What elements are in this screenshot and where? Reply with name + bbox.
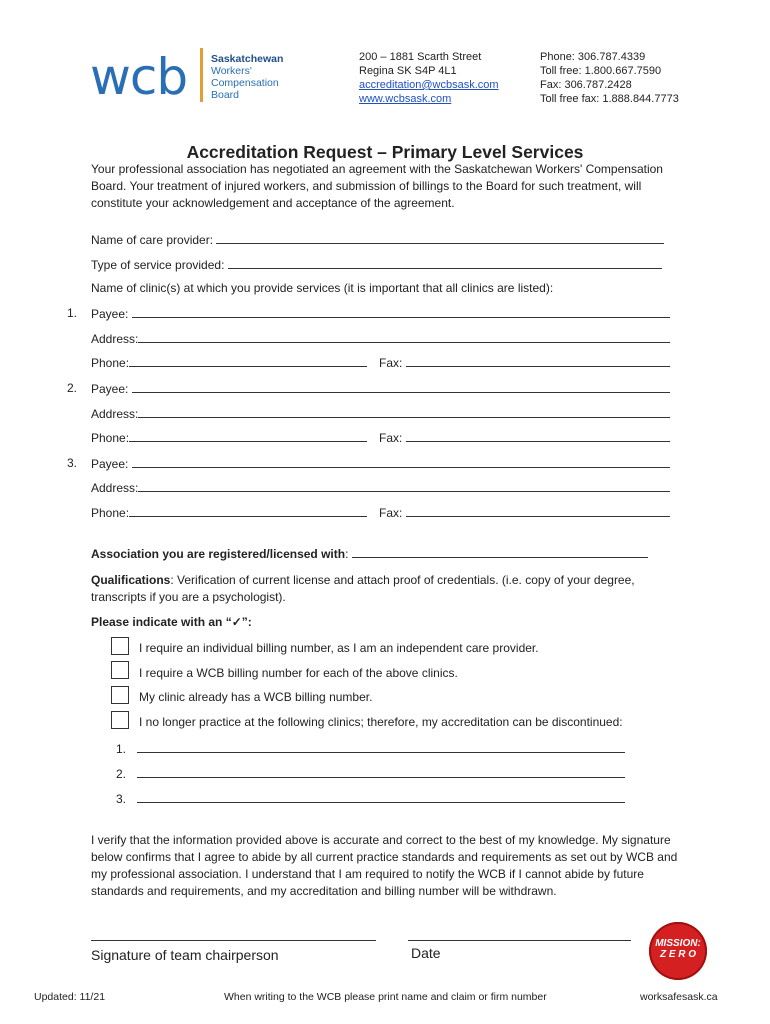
payee-label: Payee: xyxy=(91,457,129,471)
updated-date: Updated: 11/21 xyxy=(34,991,106,1003)
clinics-label: Name of clinic(s) at which you provide services (it is important that all clinics are listed): xyxy=(91,281,554,295)
checkbox-existing-billing[interactable] xyxy=(111,686,129,704)
address-label: Address: xyxy=(91,481,139,495)
discontinued-clinic-field[interactable] xyxy=(116,741,625,756)
address-line: 200 – 1881 Scarth Street xyxy=(359,51,482,63)
option-label: I require a WCB billing number for each of the above clinics. xyxy=(139,666,458,680)
discontinued-number: 1. xyxy=(116,742,127,756)
wcb-logo-word: wcb xyxy=(90,48,188,106)
payee-label: Payee: xyxy=(91,307,129,321)
payee-number: 3. xyxy=(67,456,78,470)
address-block xyxy=(359,50,499,106)
payee-number: 2. xyxy=(67,381,78,395)
discontinued-line[interactable] xyxy=(137,766,625,778)
badge-line: Z E R O xyxy=(659,949,697,960)
phone-field[interactable] xyxy=(91,355,367,370)
qualifications-paragraph xyxy=(91,572,691,606)
discontinued-clinic-field[interactable] xyxy=(116,791,625,806)
footer-site: worksafesask.ca xyxy=(640,991,718,1003)
checkbox-discontinue[interactable] xyxy=(111,711,129,729)
verification-paragraph: I verify that the information provided above is accurate and correct to the best of my knowledge. My signature below confirms that I agree to abide by all current practice standards and requirements as set out by WCB and my professional association. I understand that I am required to notify the WCB if I cannot abide by future standards and requirements, and my accreditation and billing number will be withdrawn. xyxy=(91,833,678,898)
discontinued-clinic-field[interactable] xyxy=(116,766,625,781)
payee-field[interactable] xyxy=(91,456,670,471)
checkbox-individual-billing[interactable] xyxy=(111,637,129,655)
fax-label: Fax: xyxy=(379,506,403,520)
email-link[interactable]: accreditation@wcbsask.com xyxy=(359,79,499,91)
phone-field[interactable] xyxy=(91,505,367,520)
fax-line[interactable] xyxy=(406,505,670,517)
phone-line[interactable] xyxy=(129,430,367,442)
option-label: My clinic already has a WCB billing number. xyxy=(139,690,373,704)
badge-line: MISSION: xyxy=(655,938,701,949)
discontinued-number: 2. xyxy=(116,767,127,781)
footer-note: When writing to the WCB please print name and claim or firm number xyxy=(224,991,547,1003)
fax-label: Fax: xyxy=(379,431,403,445)
signature-label: Signature of team chairperson xyxy=(91,947,279,963)
address-line: Regina SK S4P 4L1 xyxy=(359,65,457,77)
contact-line: Fax: 306.787.2428 xyxy=(540,79,632,91)
wcb-logo-text xyxy=(211,53,283,101)
phone-line[interactable] xyxy=(129,355,367,367)
indicate-label: Please indicate with an “✓”: xyxy=(91,615,252,629)
fax-label: Fax: xyxy=(379,356,403,370)
address-field[interactable] xyxy=(91,331,670,346)
intro-paragraph: Your professional association has negotiated an agreement with the Saskatchewan Workers' Compensation Board. Your treatment of injured workers, and submission of billings to the Board for such treatment, will constitute your acknowledgement and acceptance of the agreement. xyxy=(91,162,663,210)
care-provider-label: Name of care provider: xyxy=(91,233,214,247)
care-provider-line[interactable] xyxy=(216,232,664,244)
payee-number: 1. xyxy=(67,306,78,320)
logo-line: Workers' xyxy=(211,65,252,77)
logo-line: Saskatchewan xyxy=(211,53,284,65)
contact-line: Toll free: 1.800.667.7590 xyxy=(540,65,662,77)
association-label: Association you are registered/licensed with xyxy=(91,547,346,561)
address-label: Address: xyxy=(91,407,139,421)
mission-zero-badge xyxy=(649,922,707,980)
discontinued-number: 3. xyxy=(116,792,127,806)
address-field[interactable] xyxy=(91,406,670,421)
payee-line[interactable] xyxy=(132,306,670,318)
service-type-field[interactable] xyxy=(91,257,662,272)
qualifications-text: : Verification of current license and attach proof of credentials. (i.e. copy of your degree, transcripts if you are a psychologist). xyxy=(91,573,635,604)
fax-field[interactable] xyxy=(379,505,670,520)
address-label: Address: xyxy=(91,332,139,346)
care-provider-field[interactable] xyxy=(91,232,664,247)
phone-field[interactable] xyxy=(91,430,367,445)
phone-line[interactable] xyxy=(129,505,367,517)
address-line[interactable] xyxy=(138,331,670,343)
logo-line: Board xyxy=(211,89,240,101)
fax-field[interactable] xyxy=(379,355,670,370)
fax-line[interactable] xyxy=(406,430,670,442)
association-colon: : xyxy=(345,547,349,561)
option-label: I no longer practice at the following clinics; therefore, my accreditation can be discontinued: xyxy=(139,715,623,729)
fax-field[interactable] xyxy=(379,430,670,445)
option-label: I require an individual billing number, as I am an independent care provider. xyxy=(139,641,539,655)
phone-label: Phone: xyxy=(91,506,130,520)
address-line[interactable] xyxy=(138,480,670,492)
signature-line[interactable] xyxy=(91,940,376,941)
association-line[interactable] xyxy=(352,546,648,558)
page-title: Accreditation Request – Primary Level Services xyxy=(186,142,584,162)
service-type-label: Type of service provided: xyxy=(91,258,225,272)
fax-line[interactable] xyxy=(406,355,670,367)
payee-label: Payee: xyxy=(91,382,129,396)
website-link[interactable]: www.wcbsask.com xyxy=(359,93,452,105)
payee-line[interactable] xyxy=(132,381,670,393)
payee-line[interactable] xyxy=(132,456,670,468)
date-label: Date xyxy=(411,945,441,961)
contact-line: Phone: 306.787.4339 xyxy=(540,51,646,63)
discontinued-line[interactable] xyxy=(137,791,625,803)
phone-label: Phone: xyxy=(91,431,130,445)
payee-field[interactable] xyxy=(91,306,670,321)
service-type-line[interactable] xyxy=(228,257,662,269)
checkbox-clinic-billing[interactable] xyxy=(111,661,129,679)
contact-line: Toll free fax: 1.888.844.7773 xyxy=(540,93,679,105)
discontinued-line[interactable] xyxy=(137,741,625,753)
payee-field[interactable] xyxy=(91,381,670,396)
association-field[interactable] xyxy=(91,546,648,561)
contact-block xyxy=(540,50,679,106)
phone-label: Phone: xyxy=(91,356,130,370)
qualifications-label: Qualifications xyxy=(91,573,171,587)
address-line[interactable] xyxy=(138,406,670,418)
logo-divider xyxy=(200,48,203,102)
address-field[interactable] xyxy=(91,480,670,495)
logo-line: Compensation xyxy=(211,77,279,89)
date-line[interactable] xyxy=(408,940,631,941)
